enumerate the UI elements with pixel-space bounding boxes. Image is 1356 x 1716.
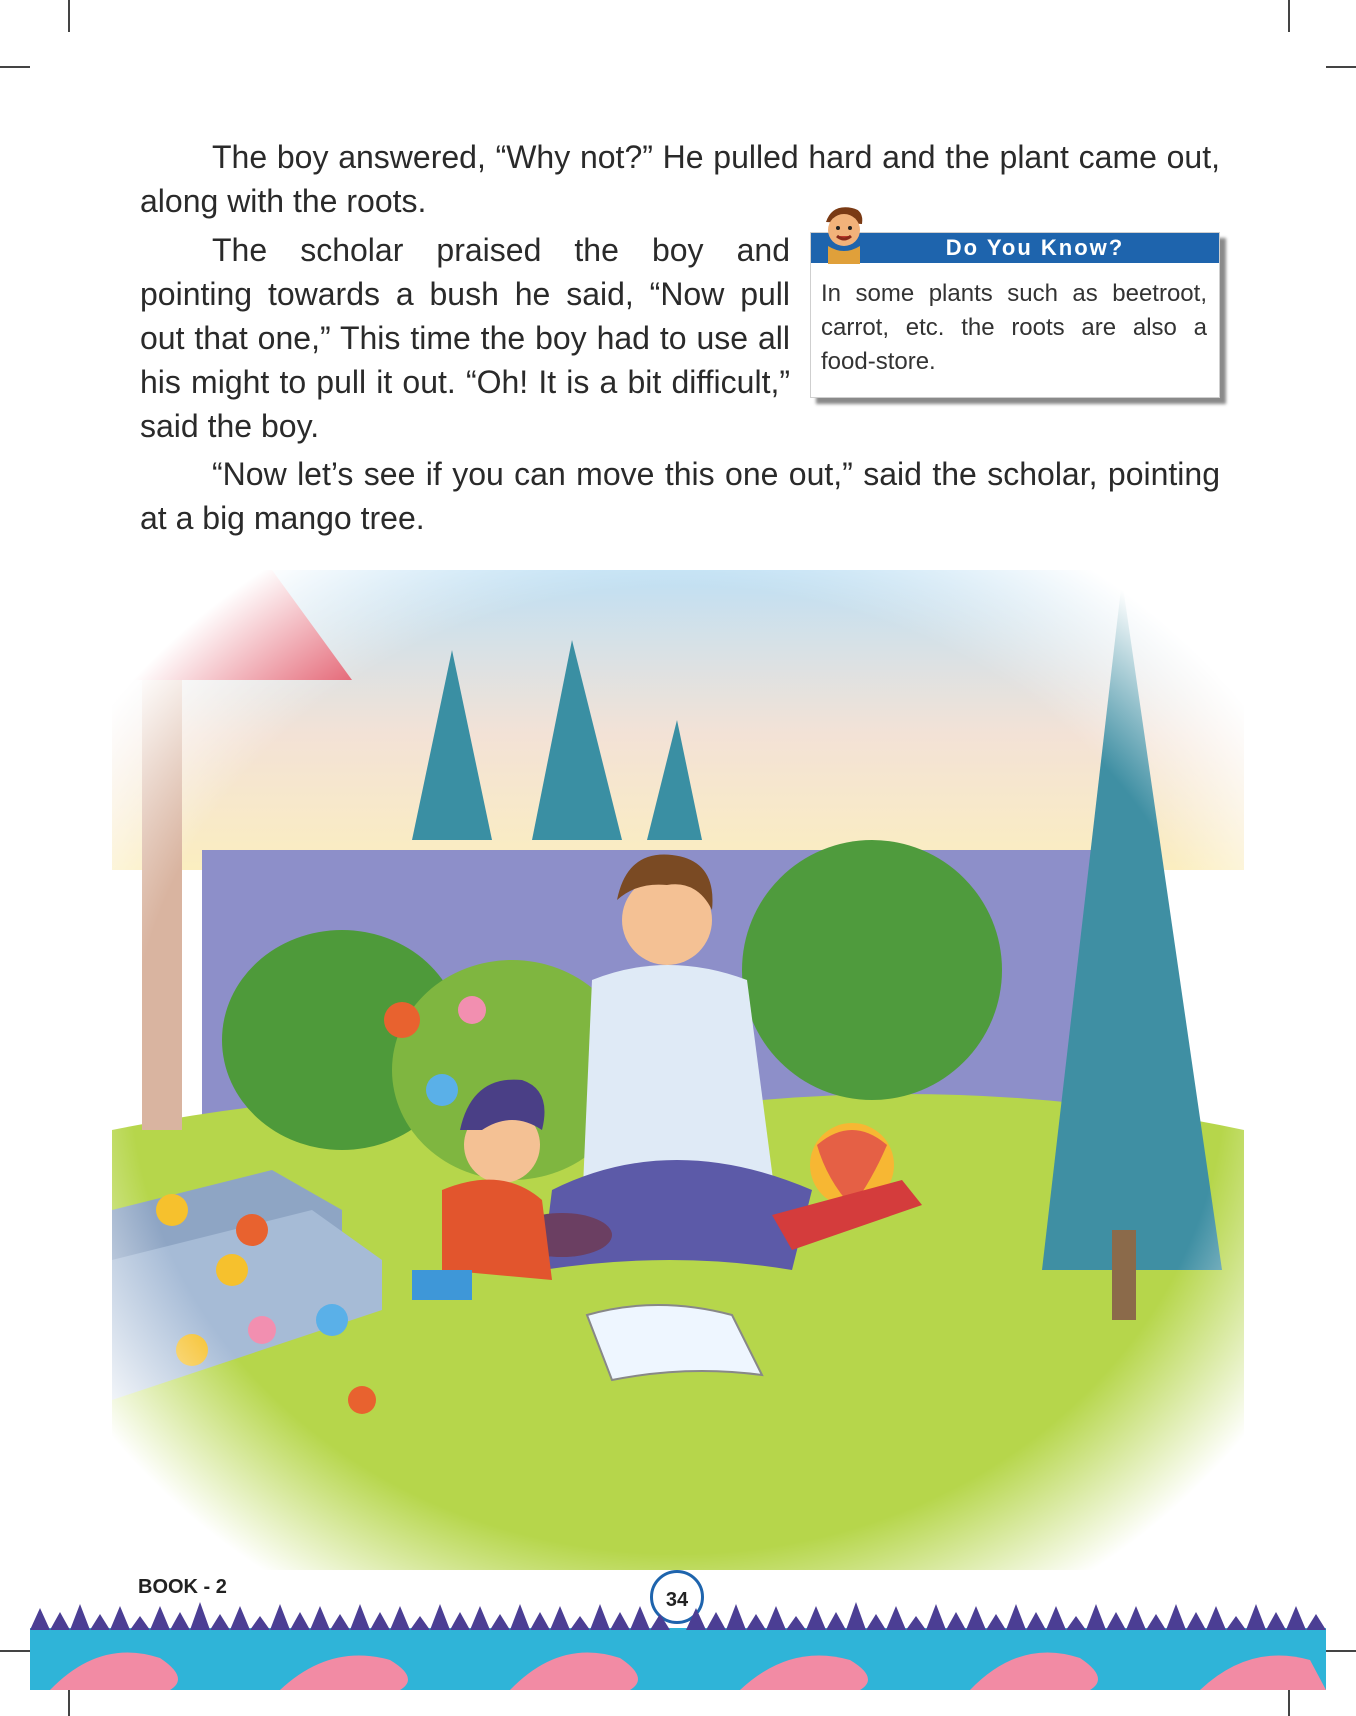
garden-illustration: [112, 570, 1244, 1570]
fact-box-text: In some plants such as beetroot, carrot, etc. the roots are also a food-store.: [821, 280, 1207, 375]
crop-mark: [0, 66, 30, 68]
boy-mascot-icon: [812, 200, 876, 264]
story-paragraph: [140, 135, 1220, 223]
story-text: “Now let’s see if you can move this one out,” said the scholar, pointing at a big mango tree.: [140, 456, 1220, 536]
story-paragraph: [140, 452, 1220, 540]
story-paragraph: [140, 228, 790, 448]
crop-mark: [0, 1650, 30, 1652]
page-number: 34: [650, 1570, 704, 1624]
story-text: The boy answered, “Why not?” He pulled hard and the plant came out, along with the roots.: [140, 139, 1220, 219]
story-text: The scholar praised the boy and pointing towards a bush he said, “Now pull out that one,” This time the boy had to use all his might to pull it out. “Oh! It is a bit difficult,” said the boy.: [140, 232, 790, 444]
crop-mark: [1326, 1650, 1356, 1652]
fact-box-title: Do You Know?: [811, 233, 1219, 263]
crop-mark: [1288, 0, 1290, 32]
decorative-footer-band: [30, 1598, 1326, 1690]
book-label: BOOK - 2: [138, 1576, 227, 1598]
crop-mark: [1326, 66, 1356, 68]
crop-mark: [68, 0, 70, 32]
